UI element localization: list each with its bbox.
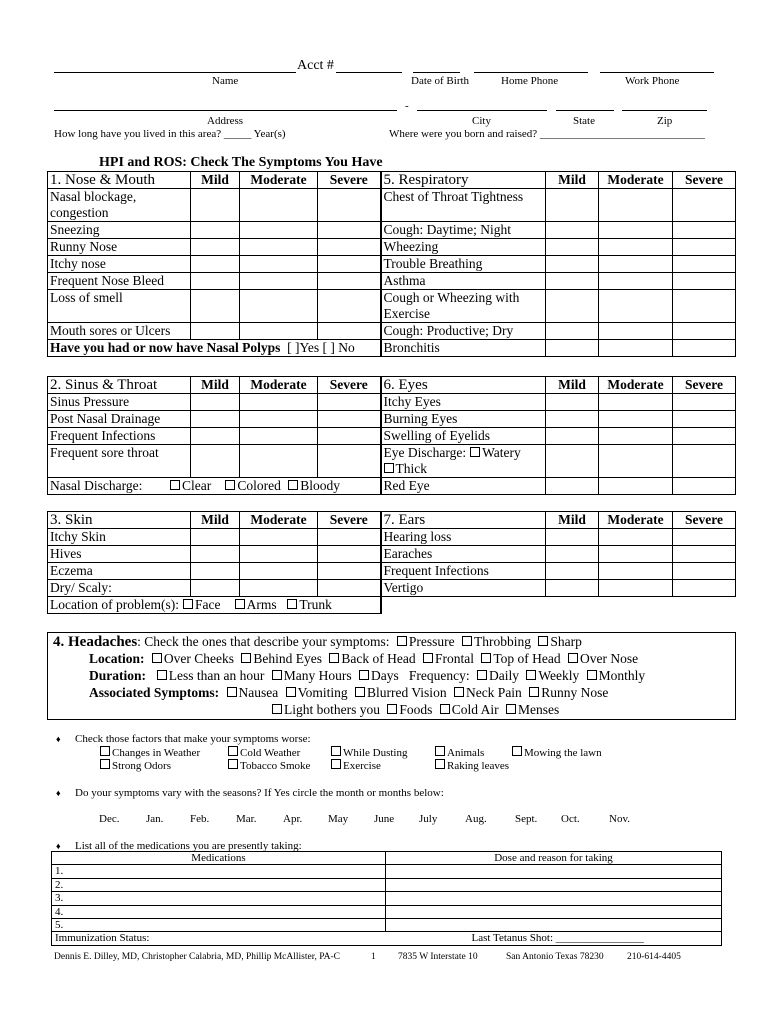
severity-cell[interactable]	[673, 189, 736, 222]
address-dash: -	[405, 100, 409, 112]
severity-cell[interactable]	[546, 563, 599, 580]
month-june[interactable]: June	[374, 813, 395, 825]
severity-cell[interactable]	[546, 445, 599, 478]
bullet-icon: ♦	[56, 841, 61, 851]
severity-cell[interactable]	[318, 256, 381, 273]
work-phone-field[interactable]	[600, 72, 714, 73]
severity-cell[interactable]	[318, 428, 381, 445]
severity-cell[interactable]	[599, 273, 673, 290]
watery-checkbox[interactable]	[470, 447, 480, 457]
severity-cell[interactable]	[673, 563, 736, 580]
dob-field[interactable]	[413, 72, 460, 73]
severity-cell[interactable]	[673, 290, 736, 323]
nausea-checkbox[interactable]	[227, 687, 237, 697]
behind-eyes-checkbox[interactable]	[241, 653, 251, 663]
nasal-polyps-row[interactable]	[48, 340, 381, 357]
eyes-discharge-item: Eye Discharge: Watery Thick	[381, 445, 546, 478]
headache-associated-row-2: Light bothers you Foods Cold Air Menses	[268, 702, 559, 718]
severity-cell[interactable]	[599, 428, 673, 445]
severity-cell[interactable]	[546, 323, 599, 340]
blank-cell	[673, 597, 736, 614]
skin-location-row: Location of problem(s): Face Arms Trunk	[48, 597, 381, 614]
zip-field[interactable]	[622, 110, 707, 111]
severity-cell[interactable]	[546, 428, 599, 445]
moderate-header: Moderate	[599, 512, 673, 529]
thick-checkbox[interactable]	[384, 463, 394, 473]
severity-cell[interactable]	[191, 529, 240, 546]
sinus-item: Frequent Infections	[48, 428, 191, 445]
blurred-vision-checkbox[interactable]	[355, 687, 365, 697]
severe-header: Severe	[318, 512, 381, 529]
resp-item: Chest of Throat Tightness	[381, 189, 546, 222]
sinus-item: Sinus Pressure	[48, 394, 191, 411]
moderate-header: Moderate	[599, 377, 673, 394]
severity-cell[interactable]	[191, 428, 240, 445]
dose-cell[interactable]	[386, 919, 722, 932]
severity-cell[interactable]	[673, 239, 736, 256]
severity-cell[interactable]	[599, 580, 673, 597]
severity-cell[interactable]	[599, 340, 673, 357]
state-label: State	[573, 115, 595, 127]
name-field[interactable]	[54, 72, 296, 73]
severity-cell[interactable]	[673, 529, 736, 546]
skin-ears-table	[47, 511, 736, 614]
severity-cell[interactable]	[191, 563, 240, 580]
footer-address: 7835 W Interstate 10	[398, 952, 478, 962]
skin-item: Eczema	[48, 563, 191, 580]
frontal-checkbox[interactable]	[423, 653, 433, 663]
severity-cell[interactable]	[318, 290, 381, 323]
severity-cell[interactable]	[318, 580, 381, 597]
top-of-head-checkbox[interactable]	[481, 653, 491, 663]
severity-cell[interactable]	[546, 394, 599, 411]
back-of-head-checkbox[interactable]	[329, 653, 339, 663]
severity-cell[interactable]	[599, 478, 673, 495]
headaches-title: 4. Headaches	[53, 634, 138, 650]
throbbing-checkbox[interactable]	[462, 636, 472, 646]
while-dusting-checkbox[interactable]	[331, 746, 341, 756]
dose-cell[interactable]	[386, 878, 722, 891]
factor-option: Strong Odors	[96, 759, 171, 772]
mild-header: Mild	[191, 512, 240, 529]
section-title: HPI and ROS: Check The Symptoms You Have	[99, 155, 383, 170]
immunization-status[interactable]: Immunization Status:	[52, 932, 386, 945]
severity-cell[interactable]	[191, 189, 240, 222]
severity-cell[interactable]	[673, 580, 736, 597]
severity-cell[interactable]	[191, 290, 240, 323]
medication-row[interactable]: 2.	[52, 878, 386, 891]
severity-cell[interactable]	[240, 580, 318, 597]
moderate-header: Moderate	[240, 377, 318, 394]
severity-cell[interactable]	[191, 580, 240, 597]
severity-cell[interactable]	[318, 239, 381, 256]
month-may[interactable]: May	[328, 813, 349, 825]
zip-label: Zip	[657, 115, 673, 127]
ears-title: 7. Ears	[381, 512, 546, 529]
severity-cell[interactable]	[673, 273, 736, 290]
nose-item: Sneezing	[48, 222, 191, 239]
blank-cell	[599, 597, 673, 614]
address-field[interactable]	[54, 110, 397, 111]
month-dec[interactable]: Dec.	[99, 813, 120, 825]
severity-cell[interactable]	[240, 445, 318, 478]
pressure-checkbox[interactable]	[397, 636, 407, 646]
eyes-item: Red Eye	[381, 478, 546, 495]
exercise-checkbox[interactable]	[331, 759, 341, 769]
mild-header: Mild	[191, 172, 240, 189]
neck-pain-checkbox[interactable]	[454, 687, 464, 697]
severity-cell[interactable]	[318, 411, 381, 428]
medication-row[interactable]: 5.	[52, 919, 386, 932]
headache-duration-row: Duration: Less than an hour Many Hours Days Frequency: Daily Weekly Monthly	[89, 668, 646, 683]
factor-option: Animals	[431, 746, 484, 759]
factor-option: Raking leaves	[431, 759, 509, 772]
state-field[interactable]	[556, 110, 614, 111]
month-oct[interactable]: Oct.	[561, 813, 580, 825]
medications-header: Medications	[52, 852, 386, 865]
severity-cell[interactable]	[599, 290, 673, 323]
severity-cell[interactable]	[546, 478, 599, 495]
sinus-title: 2. Sinus & Throat	[48, 377, 191, 394]
weekly-checkbox[interactable]	[526, 670, 536, 680]
headaches-intro-row: 4. Headaches: Check the ones that describe your symptoms: Pressure Throbbing Sharp	[53, 634, 582, 650]
seasons-prompt: Do your symptoms vary with the seasons? If Yes circle the month or months below:	[75, 787, 444, 799]
many-hours-checkbox[interactable]	[272, 670, 282, 680]
footer-doctors: Dennis E. Dilley, MD, Christopher Calabria, MD, Phillip McAllister, PA-C	[54, 952, 341, 962]
severity-cell[interactable]	[191, 273, 240, 290]
sinus-item: Post Nasal Drainage	[48, 411, 191, 428]
severity-cell[interactable]	[191, 546, 240, 563]
severity-cell[interactable]	[599, 529, 673, 546]
severity-cell[interactable]	[240, 411, 318, 428]
severity-cell[interactable]	[240, 323, 318, 340]
month-feb[interactable]: Feb.	[190, 813, 210, 825]
mild-header: Mild	[546, 377, 599, 394]
severity-cell[interactable]	[673, 411, 736, 428]
severity-cell[interactable]	[240, 394, 318, 411]
footer-phone: 210-614-4405	[627, 952, 681, 962]
month-july[interactable]: July	[419, 813, 438, 825]
eyes-title: 6. Eyes	[381, 377, 546, 394]
resp-item: Cough: Productive; Dry	[381, 323, 546, 340]
severity-cell[interactable]	[546, 529, 599, 546]
respiratory-title: 5. Respiratory	[381, 172, 546, 189]
tobacco-smoke-checkbox[interactable]	[228, 759, 238, 769]
nasal-polyps-options[interactable]: [ ]Yes [ ] No	[287, 340, 355, 355]
severity-cell[interactable]	[546, 290, 599, 323]
severity-cell[interactable]	[240, 239, 318, 256]
medication-row[interactable]: 1.	[52, 865, 386, 878]
severity-cell[interactable]	[546, 580, 599, 597]
month-nov[interactable]: Nov.	[609, 813, 630, 825]
severity-cell[interactable]	[599, 222, 673, 239]
medication-row[interactable]: 3.	[52, 892, 386, 905]
severity-cell[interactable]	[599, 411, 673, 428]
severe-header: Severe	[673, 172, 736, 189]
severity-cell[interactable]	[240, 256, 318, 273]
resp-item: Cough: Daytime; Night	[381, 222, 546, 239]
factors-prompt: Check those factors that make your symptoms worse:	[75, 733, 311, 745]
headache-location-row: Location: Over Cheeks Behind Eyes Back of Head Frontal Top of Head Over Nose	[89, 651, 639, 666]
severity-cell[interactable]	[546, 340, 599, 357]
severity-cell[interactable]	[318, 563, 381, 580]
severe-header: Severe	[673, 512, 736, 529]
headache-associated-row: Associated Symptoms: Nausea Vomiting Blurred Vision Neck Pain Runny Nose	[89, 685, 609, 700]
severity-cell[interactable]	[191, 394, 240, 411]
skin-item: Itchy Skin	[48, 529, 191, 546]
medications-prompt: List all of the medications you are presently taking:	[75, 840, 302, 852]
dob-label: Date of Birth	[411, 75, 470, 87]
light-bothers-checkbox[interactable]	[272, 704, 282, 714]
resp-item: Wheezing	[381, 239, 546, 256]
eyes-item: Itchy Eyes	[381, 394, 546, 411]
vomiting-checkbox[interactable]	[286, 687, 296, 697]
severity-cell[interactable]	[240, 273, 318, 290]
nose-item: Frequent Nose Bleed	[48, 273, 191, 290]
moderate-header: Moderate	[240, 172, 318, 189]
month-apr[interactable]: Apr.	[283, 813, 303, 825]
sinus-eyes-table	[47, 376, 736, 495]
severity-cell[interactable]	[546, 256, 599, 273]
severity-cell[interactable]	[546, 546, 599, 563]
severity-cell[interactable]	[318, 222, 381, 239]
factor-option: Tobacco Smoke	[224, 759, 310, 772]
severity-cell[interactable]	[599, 563, 673, 580]
month-aug[interactable]: Aug.	[465, 813, 487, 825]
dose-cell[interactable]	[386, 892, 722, 905]
severity-cell[interactable]	[240, 189, 318, 222]
how-long-question[interactable]: How long have you lived in this area? _____ Year(s)	[54, 128, 286, 140]
mild-header: Mild	[546, 172, 599, 189]
skin-title: 3. Skin	[48, 512, 191, 529]
arms-checkbox[interactable]	[235, 599, 245, 609]
severity-cell[interactable]	[240, 529, 318, 546]
days-checkbox[interactable]	[359, 670, 369, 680]
ears-item: Hearing loss	[381, 529, 546, 546]
home-phone-label: Home Phone	[501, 75, 559, 87]
severity-cell[interactable]	[191, 411, 240, 428]
severity-cell[interactable]	[191, 323, 240, 340]
severity-cell[interactable]	[599, 546, 673, 563]
less-than-hour-checkbox[interactable]	[157, 670, 167, 680]
sharp-checkbox[interactable]	[538, 636, 548, 646]
severity-cell[interactable]	[546, 222, 599, 239]
monthly-checkbox[interactable]	[587, 670, 597, 680]
factor-option: Cold Weather	[224, 746, 300, 759]
severe-header: Severe	[673, 377, 736, 394]
severity-cell[interactable]	[191, 445, 240, 478]
over-cheeks-checkbox[interactable]	[152, 653, 162, 663]
severity-cell[interactable]	[546, 411, 599, 428]
severity-cell[interactable]	[599, 394, 673, 411]
resp-item: Cough or Wheezing with Exercise	[381, 290, 546, 323]
trunk-checkbox[interactable]	[287, 599, 297, 609]
month-mar[interactable]: Mar.	[236, 813, 257, 825]
severity-cell[interactable]	[673, 478, 736, 495]
menses-checkbox[interactable]	[506, 704, 516, 714]
resp-item: Trouble Breathing	[381, 256, 546, 273]
over-nose-checkbox[interactable]	[568, 653, 578, 663]
skin-item: Dry/ Scaly:	[48, 580, 191, 597]
nose-item: Loss of smell	[48, 290, 191, 323]
nose-respiratory-table	[47, 171, 736, 357]
factor-option: Mowing the lawn	[508, 746, 602, 759]
mild-header: Mild	[191, 377, 240, 394]
blank-cell	[381, 597, 546, 614]
severity-cell[interactable]	[318, 529, 381, 546]
severity-cell[interactable]	[546, 273, 599, 290]
severity-cell[interactable]	[673, 256, 736, 273]
eyes-item: Burning Eyes	[381, 411, 546, 428]
ears-item: Vertigo	[381, 580, 546, 597]
ears-item: Earaches	[381, 546, 546, 563]
footer-city: San Antonio Texas 78230	[506, 952, 604, 962]
resp-item: Bronchitis	[381, 340, 546, 357]
ears-item: Frequent Infections	[381, 563, 546, 580]
severity-cell[interactable]	[599, 189, 673, 222]
face-checkbox[interactable]	[183, 599, 193, 609]
nose-item: Mouth sores or Ulcers	[48, 323, 191, 340]
severity-cell[interactable]	[673, 340, 736, 357]
severity-cell[interactable]	[240, 428, 318, 445]
foods-checkbox[interactable]	[387, 704, 397, 714]
nose-item: Itchy nose	[48, 256, 191, 273]
colored-checkbox[interactable]	[225, 480, 235, 490]
bullet-icon: ♦	[56, 734, 61, 744]
address-label: Address	[207, 115, 244, 127]
blank-cell	[546, 597, 599, 614]
city-label: City	[472, 115, 491, 127]
severity-cell[interactable]	[240, 546, 318, 563]
severity-cell[interactable]	[673, 546, 736, 563]
dose-header: Dose and reason for taking	[386, 852, 722, 865]
acct-field[interactable]	[336, 72, 402, 73]
severity-cell[interactable]	[673, 428, 736, 445]
mild-header: Mild	[546, 512, 599, 529]
nose-item: Nasal blockage, congestion	[48, 189, 191, 222]
severity-cell[interactable]	[546, 189, 599, 222]
resp-item: Asthma	[381, 273, 546, 290]
nose-item: Runny Nose	[48, 239, 191, 256]
severity-cell[interactable]	[240, 222, 318, 239]
sinus-item: Frequent sore throat	[48, 445, 191, 478]
moderate-header: Moderate	[240, 512, 318, 529]
severity-cell[interactable]	[673, 222, 736, 239]
severity-cell[interactable]	[599, 256, 673, 273]
cold-weather-checkbox[interactable]	[228, 746, 238, 756]
last-tetanus-shot[interactable]: Last Tetanus Shot: ________________	[386, 932, 722, 945]
severity-cell[interactable]	[599, 445, 673, 478]
severity-cell[interactable]	[318, 323, 381, 340]
dose-cell[interactable]	[386, 865, 722, 878]
severity-cell[interactable]	[318, 273, 381, 290]
month-sept[interactable]: Sept.	[515, 813, 538, 825]
acct-label: Acct #	[297, 58, 334, 73]
severity-cell[interactable]	[191, 256, 240, 273]
severity-cell[interactable]	[546, 239, 599, 256]
bullet-icon: ♦	[56, 788, 61, 798]
medications-table	[51, 851, 722, 946]
nose-title: 1. Nose & Mouth	[48, 172, 191, 189]
nasal-discharge-row: Nasal Discharge: Clear Colored Bloody	[48, 478, 381, 495]
severity-cell[interactable]	[673, 323, 736, 340]
animals-checkbox[interactable]	[435, 746, 445, 756]
severity-cell[interactable]	[191, 222, 240, 239]
name-label: Name	[212, 75, 239, 87]
nasal-polyps-question: Have you had or now have Nasal Polyps	[50, 340, 281, 355]
bloody-checkbox[interactable]	[288, 480, 298, 490]
severity-cell[interactable]	[318, 546, 381, 563]
raking-leaves-checkbox[interactable]	[435, 759, 445, 769]
home-phone-field[interactable]	[474, 72, 588, 73]
severity-cell[interactable]	[318, 189, 381, 222]
footer-page-number: 1	[371, 952, 376, 962]
work-phone-label: Work Phone	[625, 75, 680, 87]
born-question[interactable]: Where were you born and raised? ______________________________	[389, 128, 705, 140]
severity-cell[interactable]	[191, 239, 240, 256]
severity-cell[interactable]	[599, 239, 673, 256]
daily-checkbox[interactable]	[477, 670, 487, 680]
severe-header: Severe	[318, 377, 381, 394]
strong-odors-checkbox[interactable]	[100, 759, 110, 769]
changes-weather-checkbox[interactable]	[100, 746, 110, 756]
factor-option: Exercise	[327, 759, 381, 772]
severe-header: Severe	[318, 172, 381, 189]
mowing-lawn-checkbox[interactable]	[512, 746, 522, 756]
severity-cell[interactable]	[240, 563, 318, 580]
city-field[interactable]	[417, 110, 547, 111]
severity-cell[interactable]	[673, 394, 736, 411]
severity-cell[interactable]	[240, 290, 318, 323]
factors-row-1: Changes in Weather	[96, 746, 200, 759]
clear-checkbox[interactable]	[170, 480, 180, 490]
eyes-item: Swelling of Eyelids	[381, 428, 546, 445]
runny-nose-checkbox[interactable]	[529, 687, 539, 697]
moderate-header: Moderate	[599, 172, 673, 189]
skin-item: Hives	[48, 546, 191, 563]
cold-air-checkbox[interactable]	[440, 704, 450, 714]
severity-cell[interactable]	[673, 445, 736, 478]
severity-cell[interactable]	[599, 323, 673, 340]
dose-cell[interactable]	[386, 905, 722, 918]
month-jan[interactable]: Jan.	[146, 813, 164, 825]
severity-cell[interactable]	[318, 394, 381, 411]
severity-cell[interactable]	[318, 445, 381, 478]
medication-row[interactable]: 4.	[52, 905, 386, 918]
factor-option: While Dusting	[327, 746, 407, 759]
